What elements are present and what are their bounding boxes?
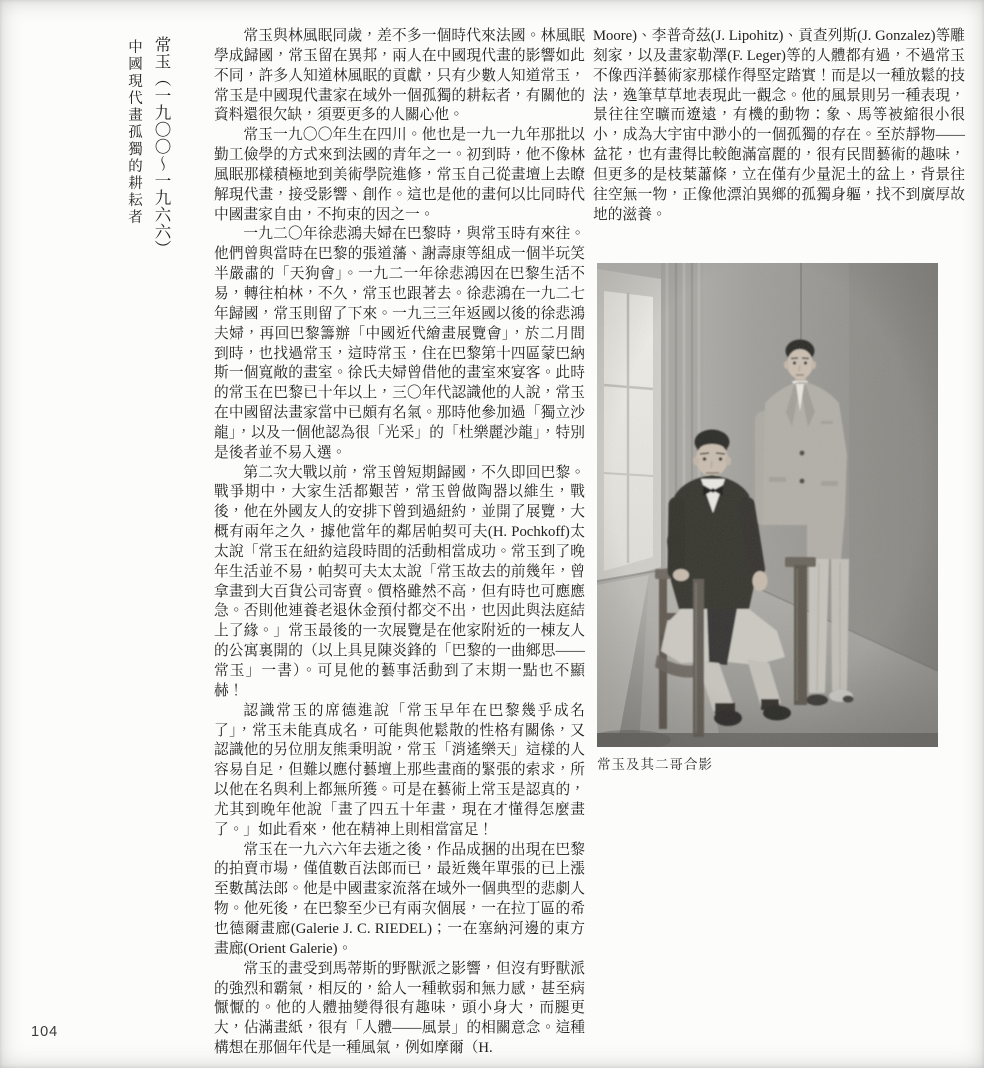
- paragraph: 一九二〇年徐悲鴻夫婦在巴黎時，與常玉時有來往。他們曾與當時在巴黎的張道藩、謝壽康等組成一個半玩笑半嚴肅的「天狗會」。一九二一年徐悲鴻因在巴黎生活不易，轉往柏林，不久，常玉也跟著去。徐悲鴻在一九二七年歸國，常玉則留了下來。一九三三年返國以後的徐悲鴻夫婦，再回巴黎籌辦「中國近代繪畫展覽會」，於二月間到時，也找過常玉，這時常玉，住在巴黎第十四區蒙巴納斯一個寬敞的畫室。徐氏夫婦曾借他的畫室來宴客。此時的常玉在巴黎已十年以上，三〇年代認識他的人說，常玉在中國留法畫家當中已頗有名氣。那時他參加過「獨立沙龍」，以及一個他認為很「光采」的「杜樂麗沙龍」，特別是後者並不易入選。: [214, 226, 585, 461]
- paragraph: 第二次大戰以前，常玉曾短期歸國，不久即回巴黎。戰爭期中，大家生活都艱苦，常玉曾做陶器以維生，戰後，他在外國友人的安排下曾到過紐約，並開了展覽，大概有兩年之久，據他當年的鄰居帕契可夫(H. Pochkoff)太太說「常玉在紐約這段時間的活動相當成功。常玉到了晚年生活並不易，帕契可夫太太說「常玉故去的前幾年，曾拿畫到大百貨公司寄賣。價格雖然不高，但有時也可應應急。否則他連養老退休金預付都交不出，也因此與法庭結上了緣。」常玉最後的一次展覽是在他家附近的一棟友人的公寓裏開的（以上具見陳炎鋒的「巴黎的一曲鄉思——常玉」一書）。可見他的藝事活動到了末期一點也不顯赫！: [214, 464, 585, 699]
- paragraph: 常玉一九〇〇年生在四川。他也是一九一九年那批以勤工儉學的方式來到法國的青年之一。初到時，他不像林風眠那樣積極地到美術學院進修，常玉自己從畫壇上去瞭解現代畫，接受影響、創作。這也是他的畫何以比同時代中國畫家自由，不拘束的因之一。: [214, 127, 585, 223]
- text-column-left: [214, 27, 585, 1059]
- paragraph: 常玉的畫受到馬蒂斯的野獸派之影響，但沒有野獸派的強烈和霸氣，相反的，給人一種軟弱和無力感，甚至病懨懨的。他的人體抽變得很有趣味，頭小身大，而腿更大，佔滿畫紙，很有「人體——風景」的相關意念。這種構想在那個年代是一種風氣，例如摩爾（H.: [214, 960, 585, 1057]
- paragraph: 認識常玉的席德進說「常玉早年在巴黎幾乎成名了」，常玉未能真成名，可能與他鬆散的性格有關係，又認識他的另位朋友熊秉明說，常玉「消遙樂天」這樣的人容易自足，但難以應付藝壇上那些畫商的緊張的索求，所以他在名與利上都無所獲。可是在藝術上常玉是認真的，尤其到晚年他說「畫了四五十年畫，現在才懂得怎麼畫了。」如此看來，他在精神上則相當富足！: [214, 702, 585, 838]
- paragraph: Moore)、李普奇茲(J. Lipohitz)、貢查列斯(J. Gonzalez)等雕刻家，以及畫家勒澤(F. Leger)等的人體都有過，不過常玉不像西洋藝術家那樣作得堅定踏實！而是以一種放鬆的技法，逸筆草草地表現此一觀念。他的風景則另一種表現，景往往空曠而遼遠，有機的動物：象、馬等被縮很小很小，成為大宇宙中渺小的一個孤獨的存在。至於靜物——盆花，也有畫得比較飽滿富麗的，很有民間藝術的趣味，但更多的是枝葉蕭條，立在僅有少量泥土的盆上，背景往往空無一物，正像他漂泊異鄉的孤獨身軀，找不到廣厚故地的滋養。: [593, 28, 965, 223]
- text-column-right: [593, 27, 965, 225]
- photo-caption: 常玉及其二哥合影: [597, 757, 713, 772]
- paragraph: 常玉在一九六六年去逝之後，作品成捆的出現在巴黎的拍賣市場，僅值數百法郎而已，最近幾年單張的已上漲至數萬法郎。他是中國畫家流落在域外一個典型的悲劇人物。他死後，在巴黎至少已有兩次個展，一在拉丁區的希也德爾畫廊(Galerie J. C. RIEDEL)；一在塞納河邊的東方畫廊(Orient Galerie)。: [214, 841, 585, 957]
- paragraph: 常玉與林風眠同歲，差不多一個時代來法國。林風眠學成歸國，常玉留在異邦，兩人在中國現代畫的影響如此不同，許多人知道林風眠的貢獻，只有少數人知道常玉，常玉是中國現代畫家在域外一個孤獨的耕耘者，有關他的資料還很欠缺，須要更多的人關心他。: [214, 28, 585, 124]
- page-number: 104: [31, 1024, 59, 1040]
- photo-illustration: [597, 263, 938, 747]
- photo-figure: [597, 263, 938, 773]
- article-title: 常玉（一九〇〇～一九六六）: [152, 36, 171, 257]
- article-subtitle: 中國現代畫孤獨的耕耘者: [126, 39, 142, 226]
